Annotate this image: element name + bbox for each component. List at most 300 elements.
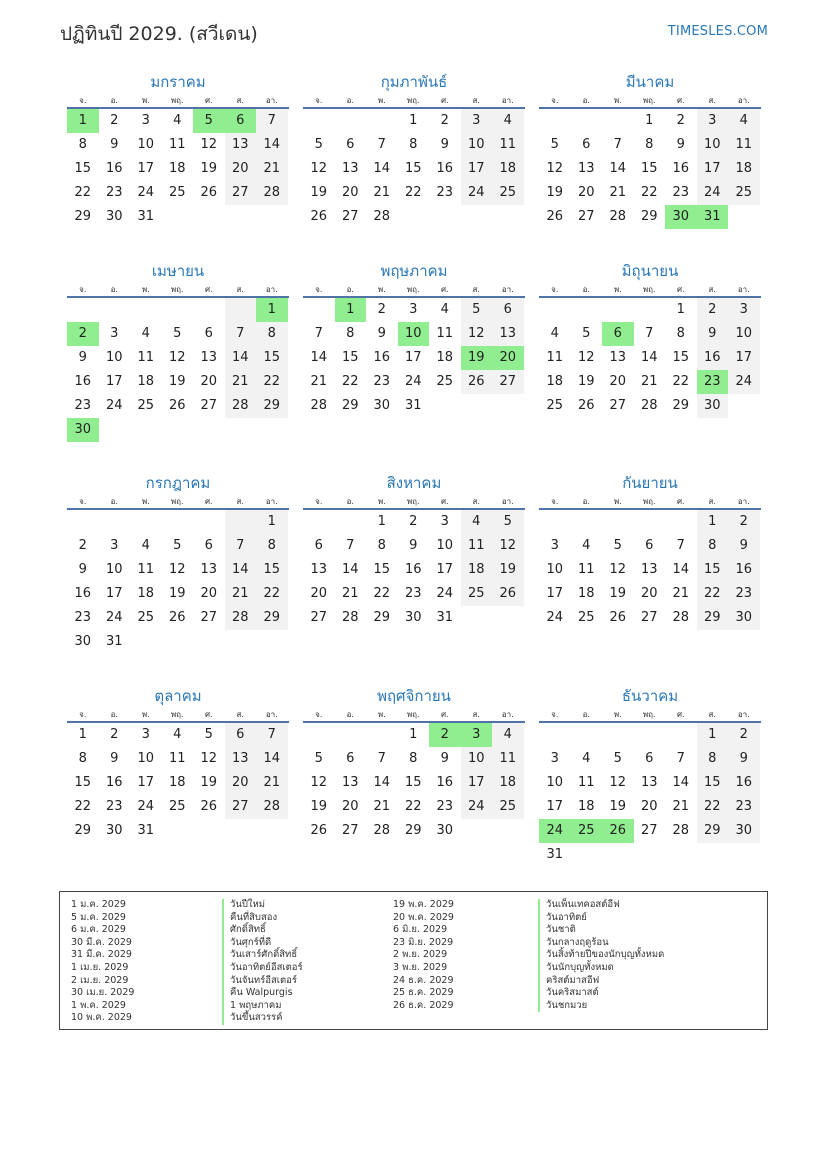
weekday-label: พ. xyxy=(141,710,150,719)
legend-entry: วันกลางฤดูร้อน xyxy=(538,937,664,950)
day-cell: 14 xyxy=(225,558,257,582)
weekday-label: พ. xyxy=(613,497,622,506)
day-cell: 29 xyxy=(640,209,658,224)
weekday-label: ส. xyxy=(236,285,244,294)
month-1 xyxy=(67,70,289,229)
empty-cell xyxy=(130,298,162,322)
day-cell: 18 xyxy=(546,374,564,389)
day-cell: 29 xyxy=(341,398,359,413)
day-cell: 22 xyxy=(74,185,92,200)
day-cell: 7 xyxy=(645,326,654,341)
weekday-header xyxy=(539,94,761,109)
day-cell: 9 xyxy=(78,562,87,577)
day-cell: 21 xyxy=(672,799,690,814)
weekday-label: พ. xyxy=(613,285,622,294)
day-cell: 21 xyxy=(373,185,391,200)
legend-names-col-1 xyxy=(222,899,303,1025)
legend-entry: 25 ธ.ค. 2029 xyxy=(393,987,454,999)
weekday-label: จ. xyxy=(551,285,559,294)
day-cell: 30 xyxy=(74,634,92,649)
weekday-label: อ. xyxy=(346,285,354,294)
day-cell: 6 xyxy=(645,751,654,766)
empty-cell xyxy=(67,510,99,534)
day-cell: 22 xyxy=(404,799,422,814)
weekday-label: อา. xyxy=(737,497,750,506)
day-cell: 8 xyxy=(676,326,685,341)
day-cell: 10 xyxy=(461,133,493,157)
month-9 xyxy=(539,471,761,630)
day-cell: 17 xyxy=(105,586,123,601)
month-name: เมษายน xyxy=(151,262,205,280)
day-cell: 19 xyxy=(168,374,186,389)
day-cell: 6 xyxy=(314,538,323,553)
day-cell: 20 xyxy=(200,374,218,389)
day-cell: 16 xyxy=(373,350,391,365)
day-cell: 27 xyxy=(577,209,595,224)
weekday-label: จ. xyxy=(551,497,559,506)
day-cell: 26 xyxy=(310,823,328,838)
month-name: กันยายน xyxy=(622,474,678,492)
day-cell: 9 xyxy=(676,137,685,152)
day-cell: 5 xyxy=(173,326,182,341)
legend-entry: วันชกมวย xyxy=(538,1000,664,1013)
day-cell: 30 xyxy=(404,610,422,625)
day-cell: 25 xyxy=(492,795,524,819)
day-cell: 29 xyxy=(697,606,729,630)
day-cell: 4 xyxy=(492,109,524,133)
empty-cell xyxy=(665,510,697,534)
day-cell: 15 xyxy=(697,558,729,582)
weekday-label: พฤ. xyxy=(406,497,420,506)
day-cell: 26 xyxy=(461,370,493,394)
empty-cell xyxy=(571,298,603,322)
day-cell: 20 xyxy=(640,799,658,814)
holiday-day-cell: 24 xyxy=(539,819,571,843)
day-cell: 3 xyxy=(728,298,760,322)
day-cell: 28 xyxy=(672,823,690,838)
day-cell: 11 xyxy=(137,562,155,577)
empty-cell xyxy=(634,298,666,322)
day-cell: 7 xyxy=(314,326,323,341)
day-cell: 6 xyxy=(346,751,355,766)
legend-entry: วันนักบุญทั้งหมด xyxy=(538,962,664,975)
day-cell: 28 xyxy=(310,398,328,413)
weekday-label: อา. xyxy=(265,285,278,294)
day-cell: 18 xyxy=(492,157,524,181)
day-cell: 19 xyxy=(609,799,627,814)
weekday-label: อา. xyxy=(501,96,514,105)
day-cell: 15 xyxy=(256,346,288,370)
day-cell: 5 xyxy=(461,298,493,322)
day-cell: 1 xyxy=(676,302,685,317)
day-cell: 29 xyxy=(256,606,288,630)
day-cell: 30 xyxy=(105,209,123,224)
holiday-day-cell: 1 xyxy=(335,298,367,322)
day-cell: 12 xyxy=(200,137,218,152)
day-cell: 26 xyxy=(546,209,564,224)
day-cell: 13 xyxy=(341,775,359,790)
day-cell: 24 xyxy=(728,370,760,394)
holiday-day-cell: 23 xyxy=(697,370,729,394)
day-cell: 17 xyxy=(404,350,422,365)
weekday-label: ส. xyxy=(472,285,480,294)
day-cell: 5 xyxy=(613,751,622,766)
empty-cell xyxy=(225,298,257,322)
empty-cell xyxy=(335,510,367,534)
weekday-label: จ. xyxy=(79,710,87,719)
legend-entry: 1 ม.ค. 2029 xyxy=(71,899,126,910)
day-cell: 28 xyxy=(225,606,257,630)
day-cell: 18 xyxy=(577,586,595,601)
day-grid xyxy=(303,298,525,418)
day-cell: 20 xyxy=(609,374,627,389)
day-cell: 19 xyxy=(200,161,218,176)
day-grid xyxy=(67,510,289,654)
day-cell: 3 xyxy=(110,538,119,553)
weekday-label: ศ. xyxy=(204,96,213,105)
month-name: ธันวาคม xyxy=(621,687,679,705)
day-cell: 13 xyxy=(341,161,359,176)
day-cell: 30 xyxy=(105,823,123,838)
day-cell: 7 xyxy=(256,109,288,133)
day-cell: 22 xyxy=(640,185,658,200)
empty-cell xyxy=(602,723,634,747)
day-cell: 22 xyxy=(341,374,359,389)
weekday-label: จ. xyxy=(79,96,87,105)
holiday-day-cell: 6 xyxy=(602,322,634,346)
day-cell: 25 xyxy=(728,181,760,205)
legend-entry: 6 ม.ค. 2029 xyxy=(71,924,126,936)
day-cell: 6 xyxy=(582,137,591,152)
day-cell: 3 xyxy=(409,302,418,317)
day-cell: 10 xyxy=(137,137,155,152)
legend-entry: 1 เม.ย. 2029 xyxy=(71,961,129,973)
day-cell: 18 xyxy=(728,157,760,181)
day-cell: 11 xyxy=(577,775,595,790)
day-cell: 25 xyxy=(577,610,595,625)
month-name: มีนาคม xyxy=(625,73,675,91)
holiday-day-cell: 26 xyxy=(602,819,634,843)
day-cell: 20 xyxy=(310,586,328,601)
day-cell: 24 xyxy=(436,586,454,601)
weekday-label: พฤ. xyxy=(642,710,656,719)
weekday-label: ศ. xyxy=(204,497,213,506)
weekday-label: ศ. xyxy=(676,497,685,506)
day-cell: 19 xyxy=(168,586,186,601)
weekday-label: อ. xyxy=(582,96,590,105)
day-cell: 19 xyxy=(577,374,595,389)
day-cell: 26 xyxy=(577,398,595,413)
day-cell: 13 xyxy=(225,133,257,157)
day-cell: 3 xyxy=(461,109,493,133)
day-cell: 16 xyxy=(672,161,690,176)
empty-cell xyxy=(602,510,634,534)
day-cell: 11 xyxy=(546,350,564,365)
weekday-label: ศ. xyxy=(204,285,213,294)
month-10 xyxy=(67,684,289,843)
day-cell: 10 xyxy=(697,133,729,157)
weekday-label: ศ. xyxy=(440,96,449,105)
weekday-label: ศ. xyxy=(440,285,449,294)
legend-entry: วันสิ้งท้ายปีของนักบุญทั้งหมด xyxy=(538,949,664,962)
day-cell: 5 xyxy=(314,137,323,152)
day-cell: 20 xyxy=(200,586,218,601)
weekday-header xyxy=(539,708,761,723)
weekday-label: ส. xyxy=(708,285,716,294)
day-cell: 18 xyxy=(137,374,155,389)
day-cell: 19 xyxy=(609,586,627,601)
day-cell: 21 xyxy=(256,771,288,795)
holiday-day-cell: 25 xyxy=(571,819,603,843)
month-6 xyxy=(539,259,761,418)
day-cell: 16 xyxy=(105,775,123,790)
weekday-label: พ. xyxy=(377,497,386,506)
day-cell: 4 xyxy=(582,538,591,553)
weekday-label: ส. xyxy=(708,96,716,105)
day-cell: 17 xyxy=(461,157,493,181)
day-cell: 24 xyxy=(105,610,123,625)
weekday-label: อา. xyxy=(737,710,750,719)
holiday-legend xyxy=(59,891,768,1030)
legend-entry: 30 มี.ค. 2029 xyxy=(71,936,132,948)
day-cell: 29 xyxy=(74,823,92,838)
day-cell: 27 xyxy=(310,610,328,625)
day-cell: 16 xyxy=(436,775,454,790)
page-title: ปฏิทินปี 2029. (สวีเดน) xyxy=(60,23,258,45)
weekday-label: ส. xyxy=(708,497,716,506)
day-cell: 25 xyxy=(436,374,454,389)
day-cell: 2 xyxy=(377,302,386,317)
day-cell: 1 xyxy=(697,723,729,747)
day-cell: 7 xyxy=(676,538,685,553)
weekday-label: พ. xyxy=(141,96,150,105)
legend-entry: 24 ธ.ค. 2029 xyxy=(393,974,454,986)
empty-cell xyxy=(366,723,398,747)
day-cell: 8 xyxy=(409,137,418,152)
day-cell: 25 xyxy=(168,799,186,814)
legend-entry: วันอาทิตย์ xyxy=(538,912,664,925)
day-cell: 24 xyxy=(546,610,564,625)
weekday-label: อา. xyxy=(501,710,514,719)
legend-entry: คืน Walpurgis xyxy=(222,987,303,1000)
day-cell: 7 xyxy=(256,723,288,747)
weekday-label: อ. xyxy=(110,96,118,105)
legend-entry: 3 พ.ย. 2029 xyxy=(393,961,448,973)
day-cell: 21 xyxy=(672,586,690,601)
weekday-label: อา. xyxy=(265,96,278,105)
day-cell: 31 xyxy=(404,398,422,413)
empty-cell xyxy=(99,298,131,322)
weekday-label: จ. xyxy=(315,710,323,719)
site-link[interactable]: TIMESLES.COM xyxy=(667,24,768,39)
day-cell: 29 xyxy=(404,823,422,838)
day-cell: 26 xyxy=(310,209,328,224)
weekday-label: จ. xyxy=(315,285,323,294)
day-cell: 7 xyxy=(613,137,622,152)
weekday-label: อา. xyxy=(265,710,278,719)
weekday-label: อา. xyxy=(501,497,514,506)
day-cell: 4 xyxy=(550,326,559,341)
day-cell: 26 xyxy=(200,799,218,814)
day-cell: 8 xyxy=(256,322,288,346)
weekday-label: ส. xyxy=(472,96,480,105)
weekday-label: จ. xyxy=(551,96,559,105)
day-cell: 5 xyxy=(582,326,591,341)
day-cell: 17 xyxy=(728,346,760,370)
day-cell: 29 xyxy=(373,610,391,625)
weekday-label: จ. xyxy=(315,96,323,105)
day-cell: 14 xyxy=(341,562,359,577)
day-cell: 10 xyxy=(137,751,155,766)
day-cell: 29 xyxy=(74,209,92,224)
empty-cell xyxy=(539,510,571,534)
legend-entry: 10 พ.ค. 2029 xyxy=(71,1012,132,1024)
legend-entry: วันเพ็นเทคอสต์อีฟ xyxy=(538,899,664,912)
month-2 xyxy=(303,70,525,229)
holiday-day-cell: 5 xyxy=(193,109,225,133)
month-name: กุมภาพันธ์ xyxy=(380,73,448,91)
day-grid xyxy=(539,109,761,229)
day-cell: 4 xyxy=(582,751,591,766)
day-cell: 9 xyxy=(728,534,760,558)
day-cell: 8 xyxy=(697,534,729,558)
day-cell: 30 xyxy=(728,606,760,630)
day-cell: 30 xyxy=(436,823,454,838)
weekday-label: พ. xyxy=(377,96,386,105)
weekday-label: อ. xyxy=(110,710,118,719)
day-cell: 2 xyxy=(78,538,87,553)
empty-cell xyxy=(303,109,335,133)
day-cell: 9 xyxy=(440,751,449,766)
day-cell: 13 xyxy=(200,562,218,577)
day-cell: 27 xyxy=(200,398,218,413)
weekday-header xyxy=(67,94,289,109)
day-cell: 2 xyxy=(409,514,418,529)
weekday-label: ศ. xyxy=(204,710,213,719)
day-cell: 16 xyxy=(728,558,760,582)
weekday-header xyxy=(67,283,289,298)
legend-entry: 30 เม.ย. 2029 xyxy=(71,987,135,999)
day-cell: 23 xyxy=(105,799,123,814)
day-cell: 12 xyxy=(609,775,627,790)
weekday-header xyxy=(303,94,525,109)
empty-cell xyxy=(602,109,634,133)
legend-entry: วันปีใหม่ xyxy=(222,899,303,912)
day-cell: 20 xyxy=(225,157,257,181)
day-cell: 2 xyxy=(676,113,685,128)
month-name: มิถุนายน xyxy=(621,262,679,280)
weekday-label: พ. xyxy=(377,285,386,294)
day-cell: 8 xyxy=(377,538,386,553)
day-cell: 12 xyxy=(492,534,524,558)
day-cell: 27 xyxy=(640,610,658,625)
day-cell: 19 xyxy=(200,775,218,790)
day-cell: 12 xyxy=(577,350,595,365)
day-cell: 14 xyxy=(672,775,690,790)
day-cell: 31 xyxy=(137,209,155,224)
day-cell: 12 xyxy=(609,562,627,577)
day-cell: 18 xyxy=(168,161,186,176)
legend-entry: วันจันทร์อีสเตอร์ xyxy=(222,975,303,988)
month-3 xyxy=(539,70,761,229)
day-cell: 13 xyxy=(200,350,218,365)
day-cell: 23 xyxy=(728,795,760,819)
day-cell: 8 xyxy=(78,751,87,766)
day-cell: 21 xyxy=(640,374,658,389)
legend-entry: 2 เม.ย. 2029 xyxy=(71,974,129,986)
day-cell: 13 xyxy=(310,562,328,577)
month-7 xyxy=(67,471,289,654)
day-cell: 3 xyxy=(110,326,119,341)
day-cell: 31 xyxy=(105,634,123,649)
weekday-label: อ. xyxy=(110,285,118,294)
day-cell: 28 xyxy=(672,610,690,625)
day-cell: 23 xyxy=(74,610,92,625)
day-cell: 5 xyxy=(173,538,182,553)
day-cell: 7 xyxy=(676,751,685,766)
day-cell: 26 xyxy=(609,610,627,625)
weekday-header xyxy=(303,283,525,298)
holiday-day-cell: 1 xyxy=(67,109,99,133)
day-cell: 24 xyxy=(697,181,729,205)
day-cell: 17 xyxy=(436,562,454,577)
day-grid xyxy=(67,109,289,229)
day-cell: 16 xyxy=(436,161,454,176)
day-cell: 1 xyxy=(409,727,418,742)
day-cell: 13 xyxy=(577,161,595,176)
day-cell: 1 xyxy=(645,113,654,128)
weekday-header xyxy=(303,495,525,510)
day-cell: 9 xyxy=(440,137,449,152)
day-cell: 6 xyxy=(225,723,257,747)
legend-entry: คืนที่สิบสอง xyxy=(222,912,303,925)
day-cell: 12 xyxy=(461,322,493,346)
day-cell: 15 xyxy=(404,775,422,790)
weekday-header xyxy=(539,495,761,510)
day-cell: 17 xyxy=(461,771,493,795)
weekday-label: พ. xyxy=(141,285,150,294)
empty-cell xyxy=(303,510,335,534)
weekday-label: ส. xyxy=(472,497,480,506)
day-cell: 3 xyxy=(697,109,729,133)
day-grid xyxy=(67,723,289,843)
day-cell: 6 xyxy=(346,137,355,152)
holiday-day-cell: 19 xyxy=(461,346,493,370)
day-cell: 8 xyxy=(409,751,418,766)
day-cell: 15 xyxy=(404,161,422,176)
legend-entry: วันอาทิตย์อีสเตอร์ xyxy=(222,962,303,975)
month-11 xyxy=(303,684,525,843)
day-cell: 14 xyxy=(256,133,288,157)
weekday-label: พฤ. xyxy=(406,285,420,294)
day-cell: 20 xyxy=(225,771,257,795)
holiday-day-cell: 10 xyxy=(398,322,430,346)
legend-entry: 1 พฤษภาคม xyxy=(222,1000,303,1013)
day-cell: 16 xyxy=(105,161,123,176)
weekday-header xyxy=(67,708,289,723)
weekday-label: อ. xyxy=(582,285,590,294)
day-cell: 14 xyxy=(609,161,627,176)
day-cell: 5 xyxy=(314,751,323,766)
legend-entry: 19 พ.ค. 2029 xyxy=(393,899,454,910)
day-cell: 24 xyxy=(105,398,123,413)
day-cell: 28 xyxy=(256,181,288,205)
day-cell: 22 xyxy=(672,374,690,389)
day-cell: 7 xyxy=(225,534,257,558)
day-cell: 27 xyxy=(492,370,524,394)
day-cell: 4 xyxy=(141,326,150,341)
empty-cell xyxy=(162,298,194,322)
